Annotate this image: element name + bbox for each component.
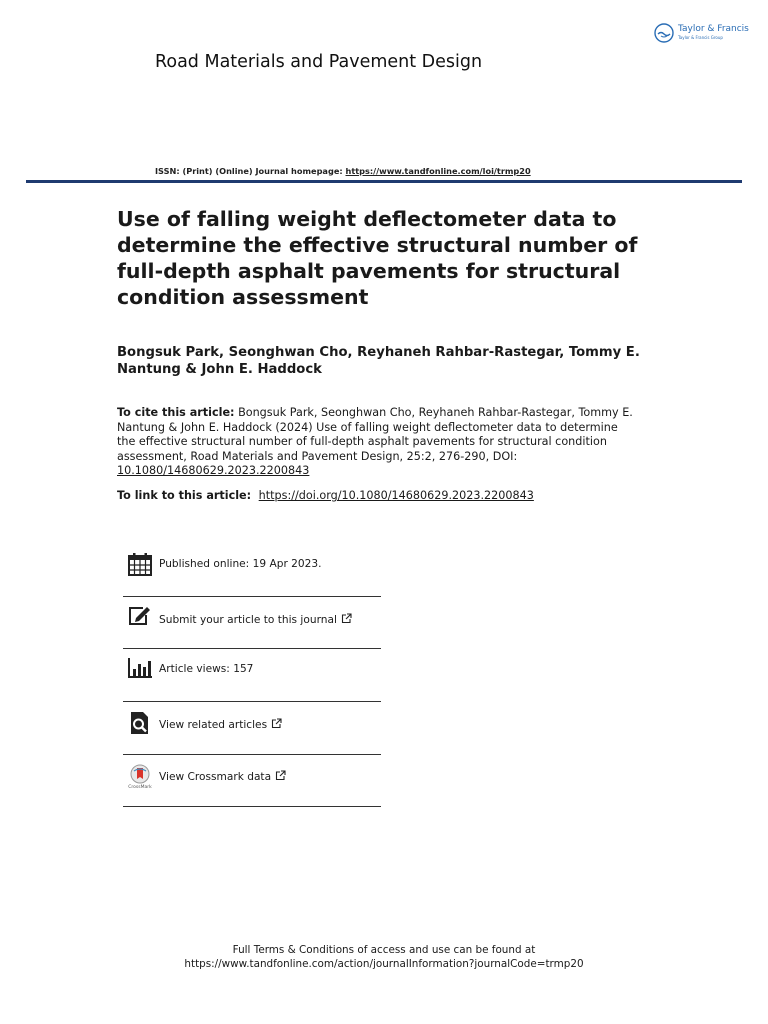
edit-pencil-icon (127, 604, 153, 630)
footer-terms-link[interactable]: https://www.tandfonline.com/action/journalInformation?journalCode=trmp20 (184, 958, 584, 970)
crossmark-link[interactable] (159, 770, 286, 783)
published-online-item (123, 548, 381, 600)
external-link-icon (275, 770, 286, 781)
citation-block (117, 406, 637, 479)
publisher-name: Taylor & Francis (678, 24, 749, 34)
submit-article-item[interactable] (123, 602, 381, 654)
citation-label: To cite this article: (117, 406, 235, 419)
article-authors: Bongsuk Park, Seonghwan Cho, Reyhaneh Rahbar-Rastegar, Tommy E. Nantung & John E. Haddock (117, 345, 640, 377)
related-articles-search-icon (127, 710, 153, 736)
issn-line (155, 166, 531, 176)
divider (123, 754, 381, 755)
submit-article-text: Submit your article to this journal (159, 614, 337, 626)
header-rule (26, 180, 742, 183)
article-title: Use of falling weight deflectometer data to determine the effective structural number of full-depth asphalt pavements for structural condition assessment (117, 207, 638, 309)
bar-chart-icon (127, 655, 153, 681)
footer-terms (0, 943, 768, 971)
article-views-text: Article views: 157 (159, 663, 254, 675)
related-articles-link[interactable] (159, 718, 282, 731)
crossmark-icon (130, 764, 150, 784)
taylor-francis-logo-icon (654, 23, 674, 43)
published-online-text: Published online: 19 Apr 2023. (159, 558, 322, 570)
divider (123, 648, 381, 649)
citation-text: Bongsuk Park, Seonghwan Cho, Reyhaneh Rahbar-Rastegar, Tommy E. Nantung & John E. Haddock (2024) Use of falling weight deflectometer data to determine the effective structural number of full-depth asphalt pavements for structural condition assessment, Road Materials and Pavement Design, 25:2, 276-290, DOI: (117, 406, 633, 463)
publisher-logo (654, 22, 750, 46)
crossmark-text: View Crossmark data (159, 771, 272, 783)
citation-doi-link[interactable]: 10.1080/14680629.2023.2200843 (117, 464, 310, 478)
submit-article-link[interactable] (159, 613, 352, 626)
calendar-icon (127, 551, 153, 577)
related-articles-item[interactable] (123, 706, 381, 758)
article-link-label: To link to this article: (117, 489, 252, 502)
related-articles-text: View related articles (159, 719, 268, 731)
issn-label: ISSN: (Print) (Online) Journal homepage: (155, 166, 346, 176)
external-link-icon (341, 613, 352, 624)
divider (123, 806, 381, 807)
crossmark-item[interactable] (123, 760, 381, 812)
journal-homepage-link[interactable]: https://www.tandfonline.com/loi/trmp20 (345, 166, 531, 176)
divider (123, 596, 381, 597)
external-link-icon (271, 718, 282, 729)
publisher-group: Taylor & Francis Group (678, 35, 723, 40)
article-doi-link[interactable]: https://doi.org/10.1080/14680629.2023.2200843 (258, 489, 534, 502)
article-link-line (117, 489, 534, 502)
journal-title: Road Materials and Pavement Design (155, 52, 483, 72)
footer-terms-text: Full Terms & Conditions of access and use can be found at (232, 944, 536, 956)
divider (123, 701, 381, 702)
crossmark-logo-text: CrossMark (128, 785, 152, 790)
article-views-item (123, 654, 381, 706)
crossmark-logo (125, 764, 155, 794)
